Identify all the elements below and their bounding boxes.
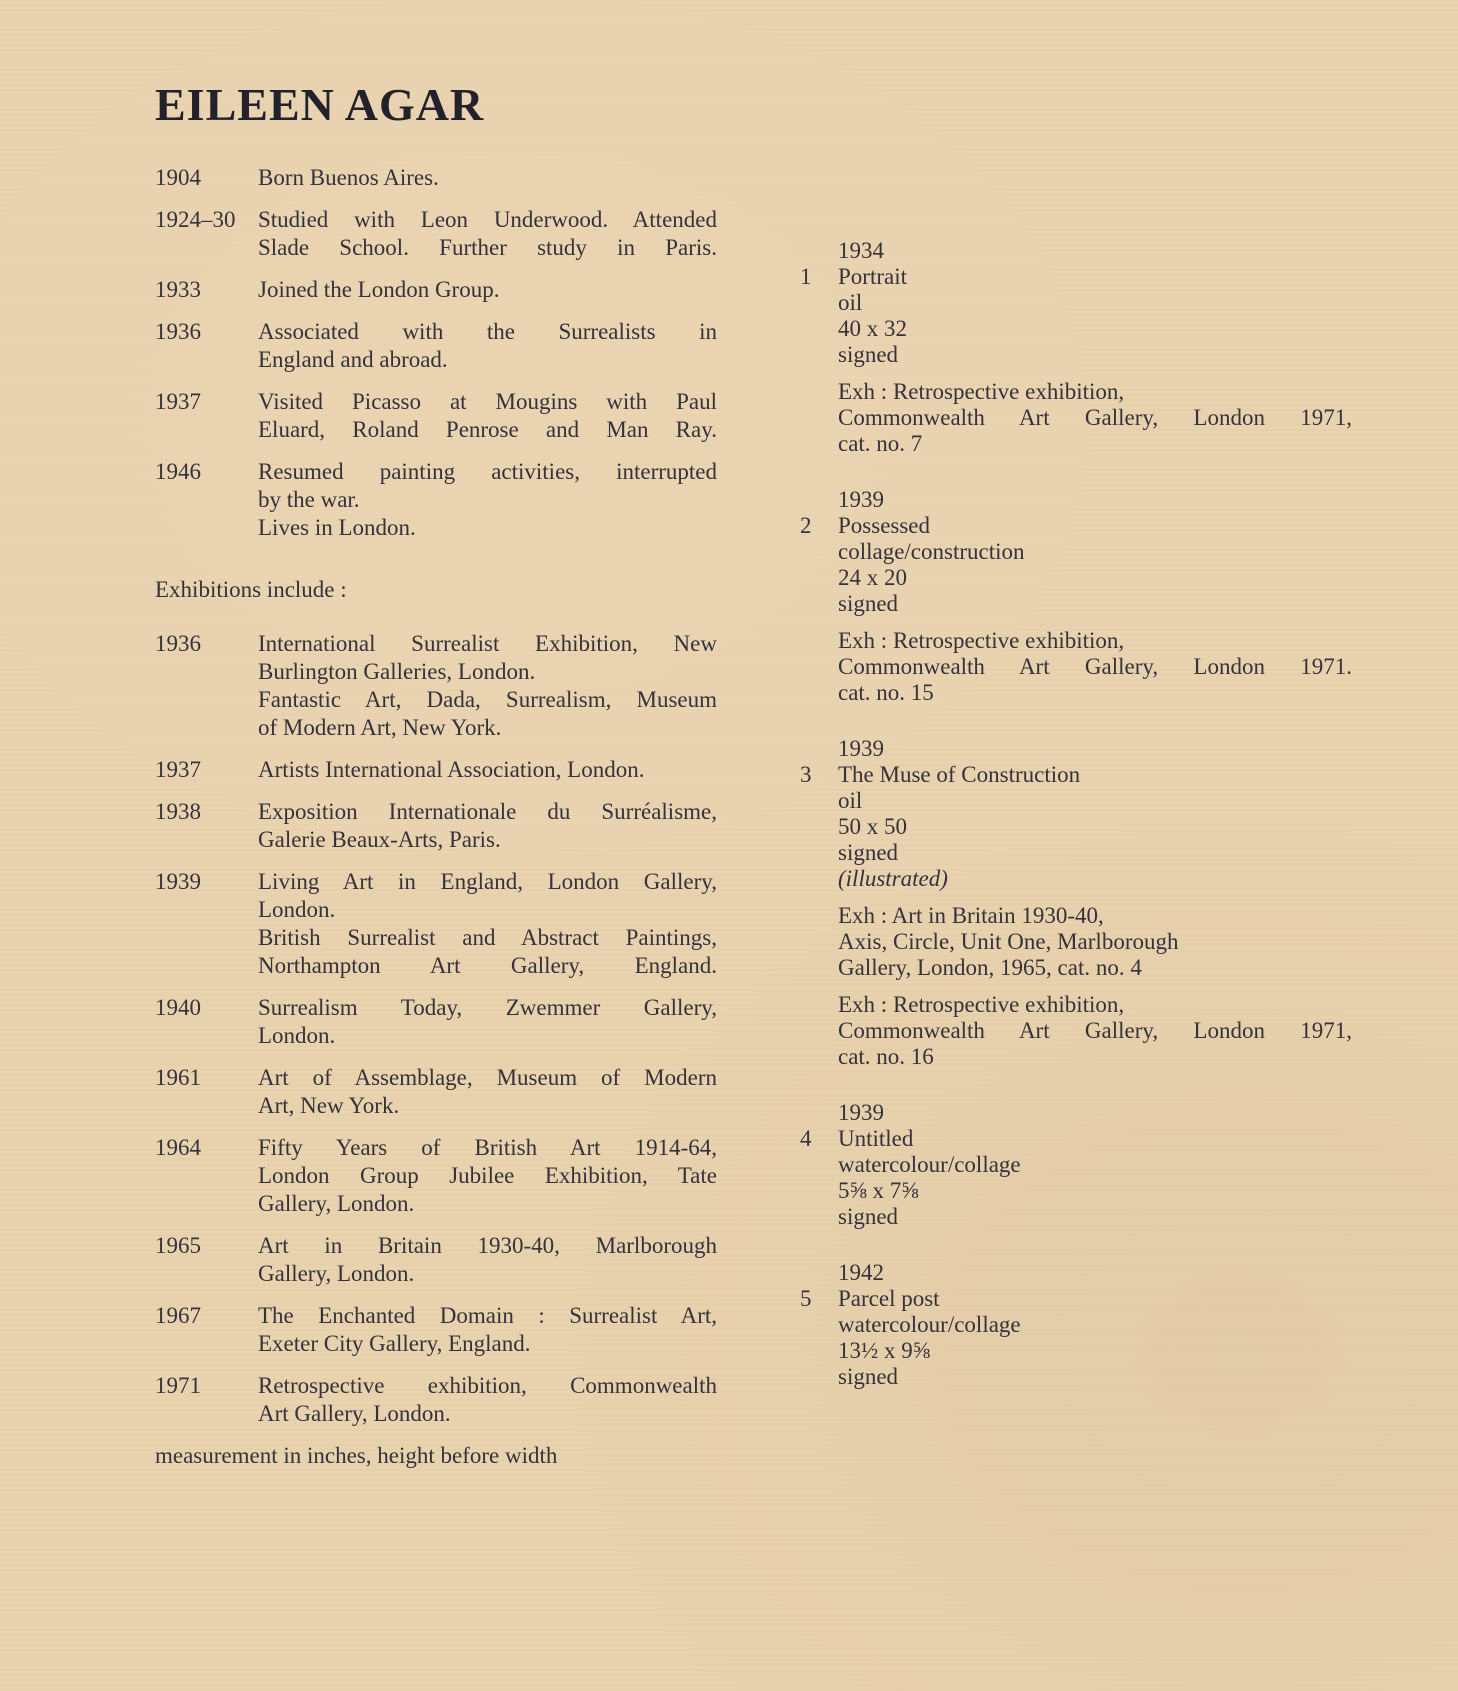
catalogue-entry [800,1260,1352,1390]
left-column [155,80,717,1470]
bio-year: 1924–30 [155,207,236,232]
exh-line: Exh : Retrospective exhibition, [838,628,1125,653]
entry-title: Possessed [838,513,931,538]
entry-signed: signed [838,1364,899,1389]
exh-line: Axis, Circle, Unit One, Marlborough [838,929,1179,954]
exhibition-year: 1940 [155,995,201,1020]
entry-year: 1939 [838,1100,884,1125]
bio-line: Resumed painting activities, interrupted [258,459,717,484]
entry-number: 3 [800,762,812,787]
bio-line: Eluard, Roland Penrose and Man Ray. [258,417,717,442]
entry-body [838,1286,1352,1390]
bio-line: England and abroad. [258,347,448,372]
entry-number: 4 [800,1126,812,1151]
exhibition-text [258,1064,717,1120]
bio-entry [155,164,717,192]
exhibition-entry [155,756,717,784]
exhibition-year: 1965 [155,1233,201,1258]
entry-medium: oil [838,788,863,813]
entry-row [800,264,1352,457]
entry-title: Parcel post [838,1286,940,1311]
entry-exhibition [838,903,1352,981]
exh-line: Commonwealth Art Gallery, London 1971. [838,654,1352,679]
entry-body [838,264,1352,457]
bio-line: Visited Picasso at Mougins with Paul [258,389,717,414]
exhibition-text [258,798,717,854]
bio-year: 1936 [155,319,201,344]
exhibition-year: 1961 [155,1065,201,1090]
entry-number: 2 [800,513,812,538]
bio-line: by the war. [258,487,360,512]
exhibition-line: Art Gallery, London. [258,1401,451,1426]
entry-body [838,762,1352,1070]
exh-line: Commonwealth Art Gallery, London 1971, [838,1018,1352,1043]
catalogue-column [800,238,1352,1420]
exhibition-text [258,630,717,742]
exhibition-text [258,756,717,784]
entry-signed: signed [838,342,899,367]
exhibition-year: 1964 [155,1135,201,1160]
exhibition-entry [155,1302,717,1358]
exhibition-line: London. [258,897,336,922]
catalogue-entry [800,736,1352,1070]
exhibition-line: of Modern Art, New York. [258,715,502,740]
exhibition-line: Northampton Art Gallery, England. [258,953,717,978]
exhibition-line: British Surrealist and Abstract Paintings, [258,925,717,950]
bio-line: Slade School. Further study in Paris. [258,235,717,260]
exhibition-line: Art of Assemblage, Museum of Modern [258,1065,717,1090]
exhibition-entry [155,798,717,854]
exhibition-line: Surrealism Today, Zwemmer Gallery, [258,995,717,1020]
bio-text [258,458,717,542]
exhibition-year: 1967 [155,1303,201,1328]
bio-entry [155,206,717,262]
catalogue-entry [800,487,1352,706]
entry-number: 5 [800,1286,812,1311]
entry-exhibition [838,379,1352,457]
exhibition-text [258,1302,717,1358]
exhibition-line: London Group Jubilee Exhibition, Tate [258,1163,717,1188]
exhibition-year: 1938 [155,799,201,824]
entry-year: 1939 [838,487,884,512]
exhibition-text [258,994,717,1050]
exhibition-line: The Enchanted Domain : Surrealist Art, [258,1303,717,1328]
entry-medium: collage/construction [838,539,1025,564]
exhibition-year: 1936 [155,631,201,656]
exh-line: Exh : Art in Britain 1930-40, [838,903,1104,928]
bio-entry [155,458,717,542]
bio-year: 1904 [155,165,201,190]
bio-line: Associated with the Surrealists in [258,319,717,344]
entry-illustrated-note: (illustrated) [838,866,948,891]
bio-year: 1946 [155,459,201,484]
bio-line: Born Buenos Aires. [258,165,439,190]
bio-line: Lives in London. [258,515,416,540]
exhibition-year: 1971 [155,1373,201,1398]
bio-entry [155,276,717,304]
entry-dimensions: 40 x 32 [838,316,907,341]
bio-line: Joined the London Group. [258,277,500,302]
exh-line: Gallery, London, 1965, cat. no. 4 [838,955,1142,980]
exhibition-entry [155,994,717,1050]
exhibitions-heading: Exhibitions include : [155,577,347,602]
exhibition-line: Exeter City Gallery, England. [258,1331,531,1356]
bio-text [258,276,717,304]
exhibition-entry [155,868,717,980]
exhibition-line: Burlington Galleries, London. [258,659,536,684]
exhibition-line: Fantastic Art, Dada, Surrealism, Museum [258,687,717,712]
bio-text [258,164,717,192]
exhibition-entry [155,1064,717,1120]
exhibition-line: Exposition Internationale du Surréalisme, [258,799,717,824]
entry-body [838,1126,1352,1230]
exhibition-line: Retrospective exhibition, Commonwealth [258,1373,717,1398]
entry-exhibition [838,628,1352,706]
entry-signed: signed [838,840,899,865]
exhibition-text [258,1372,717,1428]
entry-title: Untitled [838,1126,914,1151]
exhibition-line: Artists International Association, London. [258,757,645,782]
exhibition-line: Art, New York. [258,1093,400,1118]
catalogue-entry [800,238,1352,457]
entry-dimensions: 24 x 20 [838,565,907,590]
entry-dimensions: 50 x 50 [838,814,907,839]
exhibition-line: Gallery, London. [258,1191,415,1216]
bio-entry [155,388,717,444]
bio-entry [155,318,717,374]
exh-line: cat. no. 16 [838,1044,934,1069]
bio-line: Studied with Leon Underwood. Attended [258,207,717,232]
entry-row [800,1126,1352,1230]
exhibition-text [258,868,717,980]
exhibition-text [258,1232,717,1288]
entry-row [800,513,1352,706]
exhibition-text [258,1134,717,1218]
entry-title: The Muse of Construction [838,762,1081,787]
entry-exhibition [838,992,1352,1070]
exh-line: cat. no. 7 [838,431,923,456]
bio-text [258,388,717,444]
exhibition-line: Galerie Beaux-Arts, Paris. [258,827,501,852]
catalogue-entry [800,1100,1352,1230]
exh-line: Exh : Retrospective exhibition, [838,992,1125,1017]
exhibition-entry [155,1232,717,1288]
entry-title: Portrait [838,264,907,289]
exhibition-line: International Surrealist Exhibition, New [258,631,717,656]
entry-row [800,1286,1352,1390]
exh-line: Exh : Retrospective exhibition, [838,379,1125,404]
exhibition-line: Art in Britain 1930-40, Marlborough [258,1233,717,1258]
exhibition-line: Living Art in England, London Gallery, [258,869,717,894]
exhibition-entry [155,630,717,742]
exhibition-entry [155,1372,717,1428]
entry-medium: watercolour/collage [838,1312,1021,1337]
exhibition-year: 1937 [155,757,201,782]
page-title: EILEEN AGAR [155,79,485,130]
entry-dimensions: 13½ x 9⅝ [838,1338,930,1363]
exhibition-line: London. [258,1023,336,1048]
entry-medium: oil [838,290,863,315]
exhibition-entry [155,1134,717,1218]
entry-year: 1934 [838,238,884,263]
entry-signed: signed [838,591,899,616]
entry-number: 1 [800,264,812,289]
bio-year: 1937 [155,389,201,414]
exhibition-line: Gallery, London. [258,1261,415,1286]
entry-row [800,762,1352,1070]
bio-text [258,318,717,374]
exh-line: Commonwealth Art Gallery, London 1971, [838,405,1352,430]
exh-line: cat. no. 15 [838,680,934,705]
bio-year: 1933 [155,277,201,302]
entry-medium: watercolour/collage [838,1152,1021,1177]
measurement-note: measurement in inches, height before width [155,1443,558,1468]
entry-year: 1942 [838,1260,884,1285]
entry-dimensions: 5⅝ x 7⅝ [838,1178,919,1203]
exhibition-year: 1939 [155,869,201,894]
bio-text [258,206,717,262]
exhibition-line: Fifty Years of British Art 1914-64, [258,1135,717,1160]
entry-body [838,513,1352,706]
entry-signed: signed [838,1204,899,1229]
entry-year: 1939 [838,736,884,761]
